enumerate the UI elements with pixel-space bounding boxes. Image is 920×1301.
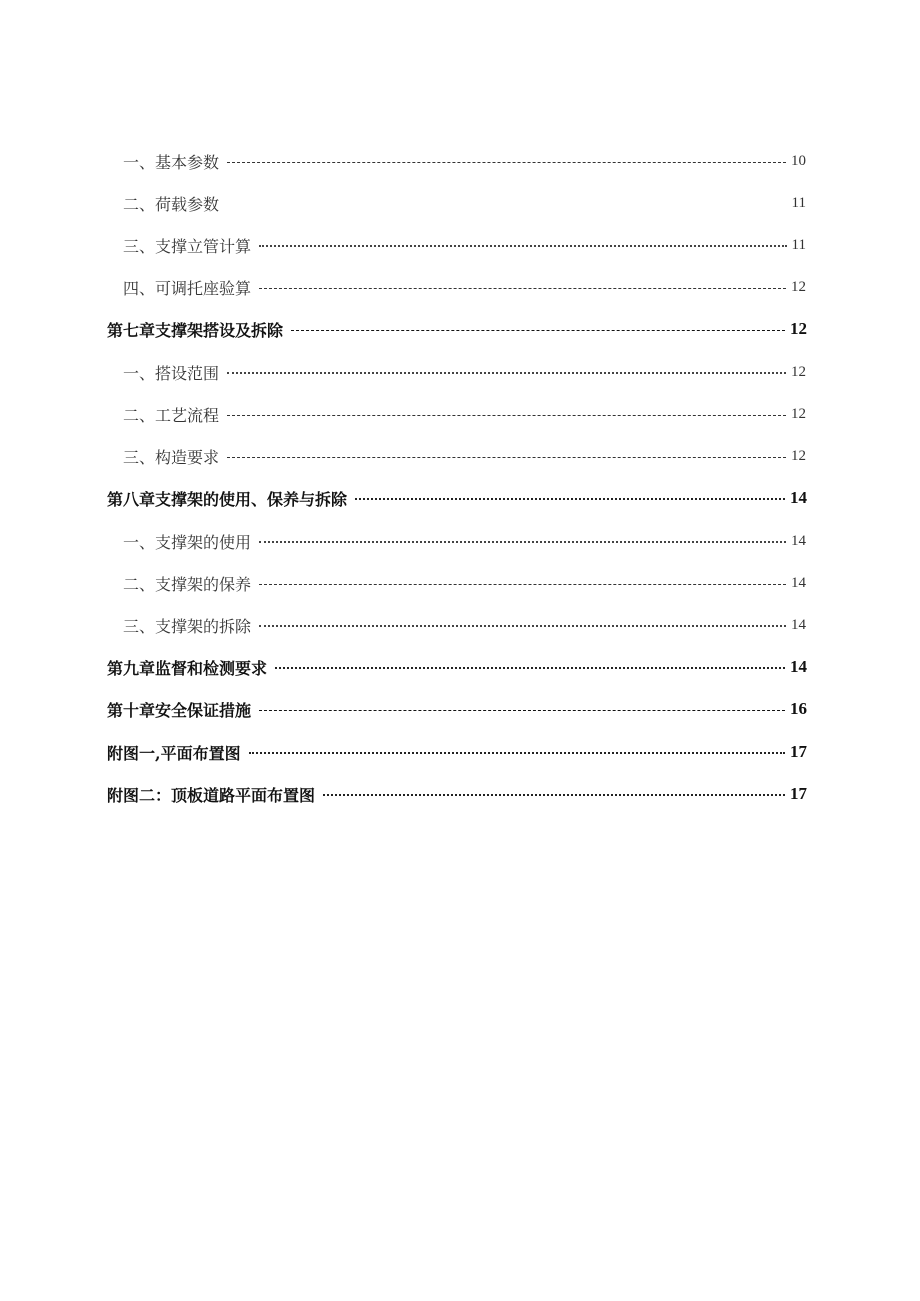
toc-chapter-8[interactable] <box>107 484 807 512</box>
toc-appendix-title: 附图一,平面布置图 <box>107 743 241 763</box>
toc-leader-dots <box>355 498 785 500</box>
toc-appendix-2[interactable] <box>107 780 807 808</box>
toc-leader-dashes <box>259 710 785 711</box>
toc-leader-dashes <box>227 415 786 416</box>
toc-leader-dots <box>249 752 785 754</box>
toc-leader-dashes <box>259 288 786 289</box>
toc-chapter-title: 第九章监督和检测要求 <box>107 658 268 678</box>
toc-entry-title: 三、支撑架的拆除 <box>123 616 252 636</box>
toc-appendix-page: 17 <box>790 784 807 803</box>
toc-entry-title: 三、支撑立管计算 <box>123 236 252 256</box>
toc-entry-page: 12 <box>791 405 806 422</box>
toc-entry-title: 一、支撑架的使用 <box>123 532 252 552</box>
toc-leader-dashes <box>291 330 785 331</box>
toc-entry-page: 10 <box>791 152 806 169</box>
toc-entry-construction-requirements[interactable] <box>123 442 806 470</box>
toc-leader-dots <box>323 794 785 796</box>
toc-entry-page: 12 <box>791 447 806 464</box>
toc-entry-support-frame-removal[interactable] <box>123 611 806 639</box>
toc-entry-support-pipe-calculation[interactable] <box>123 231 806 259</box>
toc-appendix-title: 附图二：顶板道路平面布置图 <box>107 785 316 805</box>
toc-leader-dots <box>259 541 786 543</box>
toc-entry-title: 三、构造要求 <box>123 447 220 467</box>
toc-entry-page: 14 <box>791 616 806 633</box>
toc-leader-dots <box>275 667 785 669</box>
toc-entry-support-frame-use[interactable] <box>123 527 806 555</box>
toc-chapter-7[interactable] <box>107 315 807 343</box>
toc-entry-title: 二、支撑架的保养 <box>123 574 252 594</box>
toc-entry-adjustable-bracket-check[interactable] <box>123 273 806 301</box>
toc-chapter-page: 12 <box>790 319 807 338</box>
toc-entry-title: 一、基本参数 <box>123 152 220 172</box>
toc-entry-support-frame-maintenance[interactable] <box>123 569 806 597</box>
toc-entry-basic-parameters[interactable] <box>123 147 806 175</box>
toc-entry-page: 14 <box>791 574 806 591</box>
toc-entry-page: 11 <box>791 236 806 253</box>
toc-leader-dashes <box>227 457 786 458</box>
toc-entry-process-flow[interactable] <box>123 400 806 428</box>
toc-appendix-1[interactable] <box>107 738 807 766</box>
toc-entry-title: 四、可调托座验算 <box>123 278 252 298</box>
toc-leader-dashes <box>227 162 786 163</box>
toc-leader-dots <box>227 372 786 374</box>
toc-entry-page: 11 <box>791 194 806 211</box>
toc-chapter-title: 第八章支撑架的使用、保养与拆除 <box>107 489 348 509</box>
toc-appendix-page: 17 <box>790 742 807 761</box>
toc-leader-dots <box>259 625 786 627</box>
toc-entry-page: 12 <box>791 278 806 295</box>
toc-chapter-title: 第七章支撑架搭设及拆除 <box>107 320 284 340</box>
toc-chapter-page: 14 <box>790 488 807 507</box>
toc-entry-load-parameters[interactable] <box>123 189 806 217</box>
toc-chapter-9[interactable] <box>107 653 807 681</box>
toc-entry-erection-scope[interactable] <box>123 358 806 386</box>
toc-entry-title: 一、搭设范围 <box>123 363 220 383</box>
toc-entry-page: 14 <box>791 532 806 549</box>
toc-leader-dots <box>259 245 787 247</box>
toc-chapter-page: 14 <box>790 657 807 676</box>
toc-chapter-page: 16 <box>790 699 807 718</box>
toc-leader-dashes <box>259 584 786 585</box>
toc-chapter-10[interactable] <box>107 695 807 723</box>
toc-entry-page: 12 <box>791 363 806 380</box>
toc-entry-title: 二、工艺流程 <box>123 405 220 425</box>
toc-chapter-title: 第十章安全保证措施 <box>107 700 252 720</box>
toc-entry-title: 二、荷载参数 <box>123 194 220 214</box>
